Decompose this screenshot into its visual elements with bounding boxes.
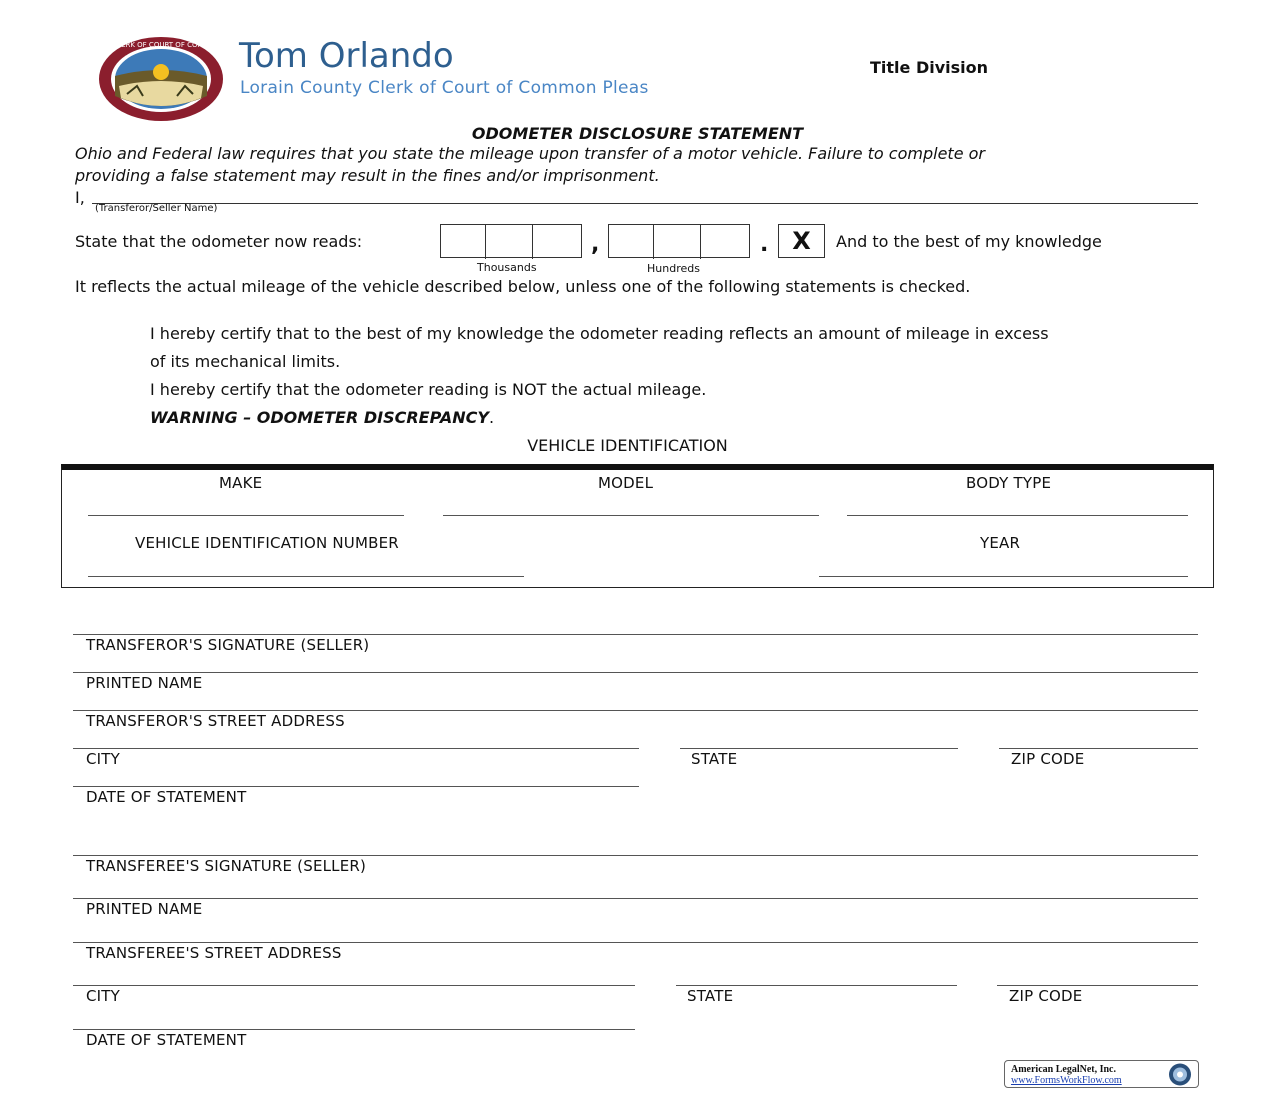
transferor-street-label: TRANSFEROR'S STREET ADDRESS <box>86 712 345 730</box>
body-type-line[interactable] <box>847 515 1188 516</box>
model-line[interactable] <box>443 515 819 516</box>
transferee-printed-name-line[interactable] <box>73 898 1198 899</box>
vehicle-heading: VEHICLE IDENTIFICATION <box>527 436 728 455</box>
header-subtitle: Lorain County Clerk of Court of Common Pleas <box>240 78 649 98</box>
transferor-printed-name-line[interactable] <box>73 672 1198 673</box>
transferor-street-line[interactable] <box>73 710 1198 711</box>
formsworkflow-logo-icon <box>1163 1062 1197 1087</box>
tenths-box[interactable]: X <box>778 224 825 258</box>
odometer-comma: , <box>591 232 600 257</box>
transferor-signature-line[interactable] <box>73 634 1198 635</box>
header-name: Tom Orlando <box>239 36 454 76</box>
hundreds-digit-3[interactable] <box>703 225 748 259</box>
transferor-date-line[interactable] <box>73 786 639 787</box>
year-label: YEAR <box>980 534 1021 552</box>
form-title: ODOMETER DISCLOSURE STATEMENT <box>471 124 804 143</box>
warning-line <box>150 408 494 427</box>
thousands-label: Thousands <box>477 261 537 274</box>
warning-text: WARNING – ODOMETER DISCREPANCY <box>150 408 489 427</box>
certify-excess-line-1: I hereby certify that to the best of my knowledge the odometer reading reflects an amount of mileage in excess <box>150 324 1049 343</box>
seller-name-line[interactable] <box>92 203 1198 204</box>
make-line[interactable] <box>88 515 404 516</box>
transferee-zip-label: ZIP CODE <box>1009 987 1083 1005</box>
odometer-prefix: State that the odometer now reads: <box>75 232 363 251</box>
thousands-digit-3[interactable] <box>535 225 580 259</box>
transferee-zip-line[interactable] <box>997 985 1198 986</box>
model-label: MODEL <box>598 474 654 492</box>
hundreds-box <box>608 224 750 258</box>
transferee-street-label: TRANSFEREE'S STREET ADDRESS <box>86 944 342 962</box>
transferor-state-line[interactable] <box>680 748 958 749</box>
transferor-state-label: STATE <box>691 750 738 768</box>
footer-url[interactable]: www.FormsWorkFlow.com <box>1011 1075 1122 1086</box>
transferee-printed-name-label: PRINTED NAME <box>86 900 203 918</box>
thousands-box <box>440 224 582 258</box>
transferee-state-label: STATE <box>687 987 734 1005</box>
vin-line[interactable] <box>88 576 524 577</box>
footer-company: American LegalNet, Inc. <box>1011 1064 1116 1075</box>
year-line[interactable] <box>819 576 1188 577</box>
intro-line-2: providing a false statement may result in the fines and/or imprisonment. <box>75 166 660 185</box>
transferee-date-label: DATE OF STATEMENT <box>86 1031 247 1049</box>
hundreds-digit-2[interactable] <box>656 225 701 259</box>
transferee-street-line[interactable] <box>73 942 1198 943</box>
hundreds-label: Hundreds <box>647 262 700 275</box>
thousands-digit-2[interactable] <box>488 225 533 259</box>
transferor-zip-label: ZIP CODE <box>1011 750 1085 768</box>
transferor-printed-name-label: PRINTED NAME <box>86 674 203 692</box>
transferor-city-label: CITY <box>86 750 121 768</box>
hundreds-digit-1[interactable] <box>609 225 654 259</box>
intro-line-1: Ohio and Federal law requires that you state the mileage upon transfer of a motor vehicle. Failure to complete or <box>75 144 985 163</box>
seller-name-caption: (Transferor/Seller Name) <box>95 203 218 214</box>
odometer-dot: . <box>760 232 769 257</box>
thousands-digit-1[interactable] <box>441 225 486 259</box>
make-label: MAKE <box>219 474 263 492</box>
warning-period: . <box>488 408 495 427</box>
division-label: Title Division <box>870 58 989 77</box>
transferee-date-line[interactable] <box>73 1029 635 1030</box>
i-label: I, <box>75 188 85 207</box>
vin-label: VEHICLE IDENTIFICATION NUMBER <box>135 534 399 552</box>
certify-not-actual: I hereby certify that the odometer reading is NOT the actual mileage. <box>150 380 707 399</box>
transferor-zip-line[interactable] <box>999 748 1198 749</box>
transferor-signature-label: TRANSFEROR'S SIGNATURE (SELLER) <box>86 636 370 654</box>
transferee-city-label: CITY <box>86 987 121 1005</box>
seal-text: LORAIN COUNTY CLERK OF COURT OF COMMON PLEAS · OHIO <box>52 41 270 49</box>
footer-badge <box>1004 1060 1199 1088</box>
transferor-date-label: DATE OF STATEMENT <box>86 788 247 806</box>
transferor-city-line[interactable] <box>73 748 639 749</box>
transferee-city-line[interactable] <box>73 985 635 986</box>
certify-excess-line-2: of its mechanical limits. <box>150 352 341 371</box>
reflects-text: It reflects the actual mileage of the vehicle described below, unless one of the following statements is checked. <box>75 277 971 296</box>
transferee-signature-label: TRANSFEREE'S SIGNATURE (SELLER) <box>86 857 367 875</box>
body-type-label: BODY TYPE <box>966 474 1052 492</box>
county-seal-logo <box>52 36 270 122</box>
transferee-state-line[interactable] <box>676 985 957 986</box>
odometer-suffix: And to the best of my knowledge <box>836 232 1102 251</box>
transferee-signature-line[interactable] <box>73 855 1198 856</box>
